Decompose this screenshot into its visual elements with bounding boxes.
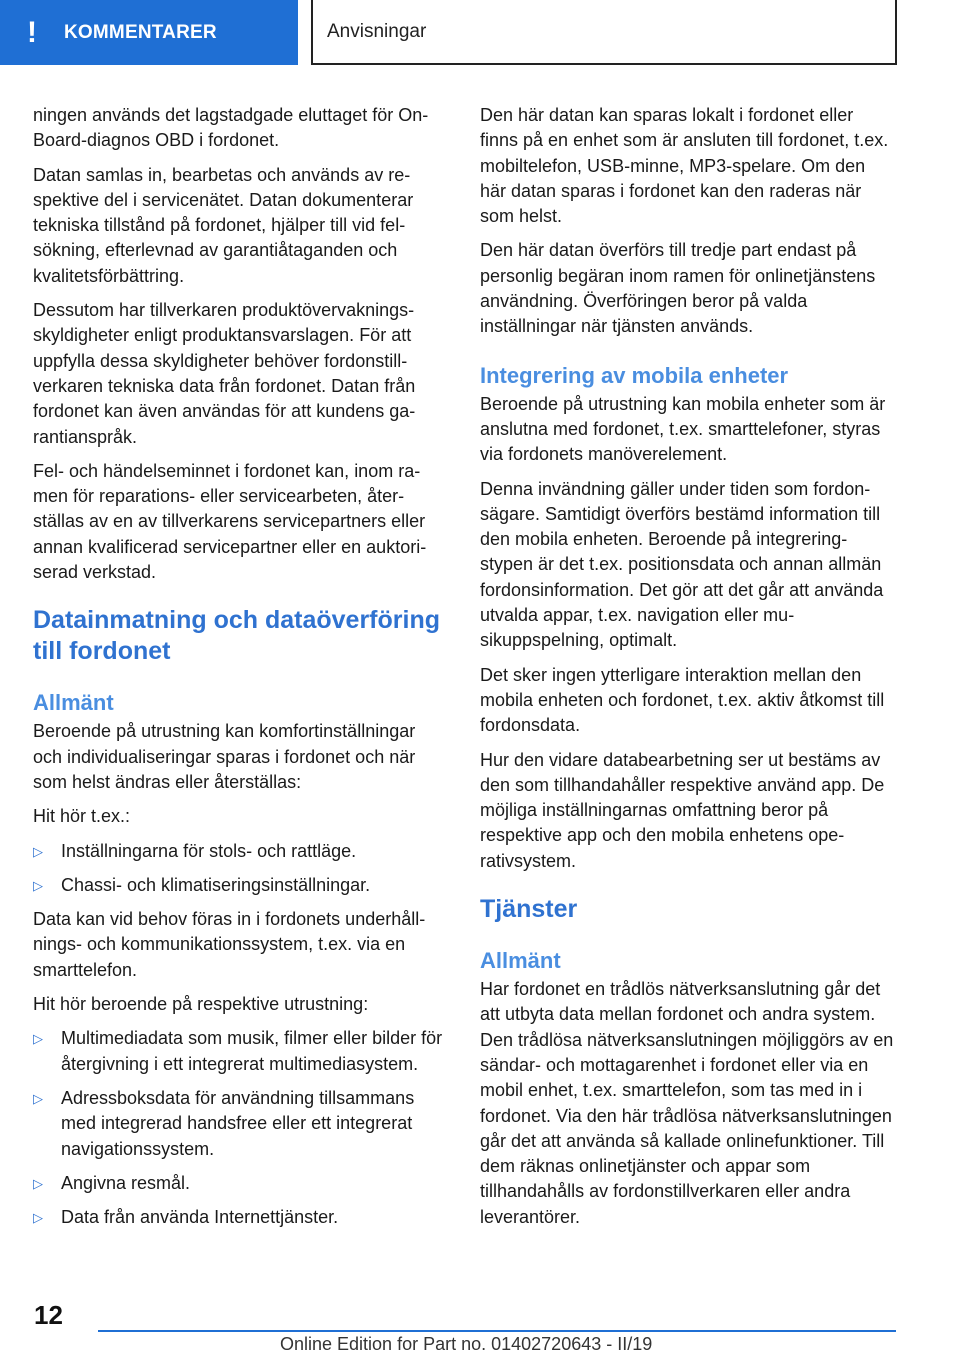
right-column: [480, 103, 894, 1239]
page-number: 12: [34, 1300, 63, 1330]
bullet-list: [33, 1026, 447, 1230]
header-section: [311, 0, 897, 65]
paragraph: Hur den vidare databearbetning ser ut bestäms av den som tillhandahåller respektive använd app. De möjliga inställningarnas omfattning beror på respektive app och den mobila enhetens operativsystem.: [480, 749, 885, 871]
subsection-heading: Allmänt: [33, 690, 114, 716]
paragraph: Hit hör t.ex.:: [33, 806, 131, 827]
footer-edition: Online Edition for Part no. 01402720643 - II/19: [280, 1334, 653, 1354]
footer-divider: [98, 1330, 896, 1332]
list-item: ▷ Data från använda Internettjänster.: [33, 1205, 447, 1230]
left-column: [33, 103, 447, 1239]
triangle-bullet-icon: ▷: [33, 1090, 43, 1106]
paragraph: Den här datan kan sparas lokalt i fordonet eller finns på en enhet som är ansluten till fordonet, t.ex. mobiltelefon, USB-minne, MP3-spelare. Om den här datan sparas i fordonet kan den raderas när som helst.: [480, 105, 889, 227]
triangle-bullet-icon: ▷: [33, 1210, 43, 1226]
header-tab-label: KOMMENTARER: [64, 21, 217, 43]
triangle-bullet-icon: ▷: [33, 843, 43, 859]
paragraph: Har fordonet en trådlös nätverksanslutning går det att utbyta data mellan fordonet och andra system. Den trådlösa nätverksanslutningen möjliggörs av en sändar- och mottagarenhet i fordonet eller via en mobil enhet, t.ex. smarttelefon, som tas med in i fordonet. Via den här trådlösa nätverksanslutningen går det att använda så kallade onlinefunktioner. Till dem räknas onlinetjänster och appar som tillhandahålls av fordonstillverkaren eller andra leverantörer.: [480, 979, 894, 1227]
list-item: ▷ Chassi- och klimatiseringsinställningar.: [33, 873, 447, 898]
list-item: ▷ Adressboksdata för användning tillsammans med integrerad handsfree eller ett integrerat navigationssystem.: [33, 1087, 415, 1159]
paragraph: ningen används det lagstadgade eluttaget för On-Board-diagnos OBD i fordonet.: [33, 105, 429, 151]
paragraph: Denna invändning gäller under tiden som fordonsägare. Samtidigt överförs bestämd information till den mobila enheten. Beroende på integreringstypen är det t.ex. positionsdata och annan allmän fordonsinformation. Det gör att det går att använda utvalda appar, t.ex. navigation eller musikuppspelning, optimalt.: [480, 478, 884, 651]
paragraph: Det sker ingen ytterligare interaktion mellan den mobila enheten och fordonet, t.ex. aktiv åtkomst till fordonsdata.: [480, 664, 885, 736]
list-item: ▷ Multimediadata som musik, filmer eller bilder för återgivning i ett integrerat multimediasystem.: [33, 1028, 443, 1074]
paragraph: Fel- och händelseminnet i fordonet kan, inom ramen för reparations- eller servicearbeten, återställas av en av tillverkarens servicepartners eller annan kvalificerad servicepartner eller en auktoriserad verkstad.: [33, 460, 427, 583]
subsection-heading: Integrering av mobila enheter: [480, 362, 789, 388]
header-section-label: Anvisningar: [327, 20, 427, 42]
list-item: ▷ Angivna resmål.: [33, 1171, 447, 1196]
bullet-list: [33, 839, 447, 899]
paragraph: Beroende på utrustning kan komfortinställningar och individualiseringar sparas i fordonet och när som helst ändras eller återställas:: [33, 721, 416, 792]
section-heading: Datainmatning och dataöverföring till fordonet: [33, 606, 440, 666]
paragraph: Data kan vid behov föras in i fordonets underhållnings- och kommunikationssystem, t.ex. via en smarttelefon.: [33, 909, 426, 980]
paragraph: Den här datan överförs till tredje part endast på personlig begäran inom ramen för onlinetjänstens användning. Överföringen beror på valda inställningar när tjänsten används.: [480, 240, 876, 337]
triangle-bullet-icon: ▷: [33, 1175, 43, 1191]
paragraph: Datan samlas in, bearbetas och används av respektive del i servicenätet. Datan dokumenterar tekniska tillstånd på fordonet, hjälper till vid felsökning, efterlevnad av garantiåtaganden och kvalitetsförbättring.: [33, 164, 414, 286]
subsection-heading: Allmänt: [480, 948, 561, 974]
triangle-bullet-icon: ▷: [33, 877, 43, 893]
exclamation-icon: !: [27, 15, 37, 49]
paragraph: Beroende på utrustning kan mobila enheter som är anslutna med fordonet, t.ex. smarttelefoner, styras via fordonets manöverelement.: [480, 393, 886, 465]
section-heading: Tjänster: [480, 895, 578, 924]
list-item: ▷ Inställningarna för stols- och rattläge.: [33, 839, 447, 864]
paragraph: Hit hör beroende på respektive utrustning:: [33, 994, 369, 1015]
header-tab: [0, 0, 298, 65]
paragraph: Dessutom har tillverkaren produktövervakningsskyldigheter enligt produktansvarslagen. För att uppfylla dessa skyldigheter behöver fordonstillverkaren tekniska data från fordonet. Datan från fordonet kan även användas för att kundens garantianspråk.: [33, 300, 416, 447]
triangle-bullet-icon: ▷: [33, 1031, 43, 1047]
